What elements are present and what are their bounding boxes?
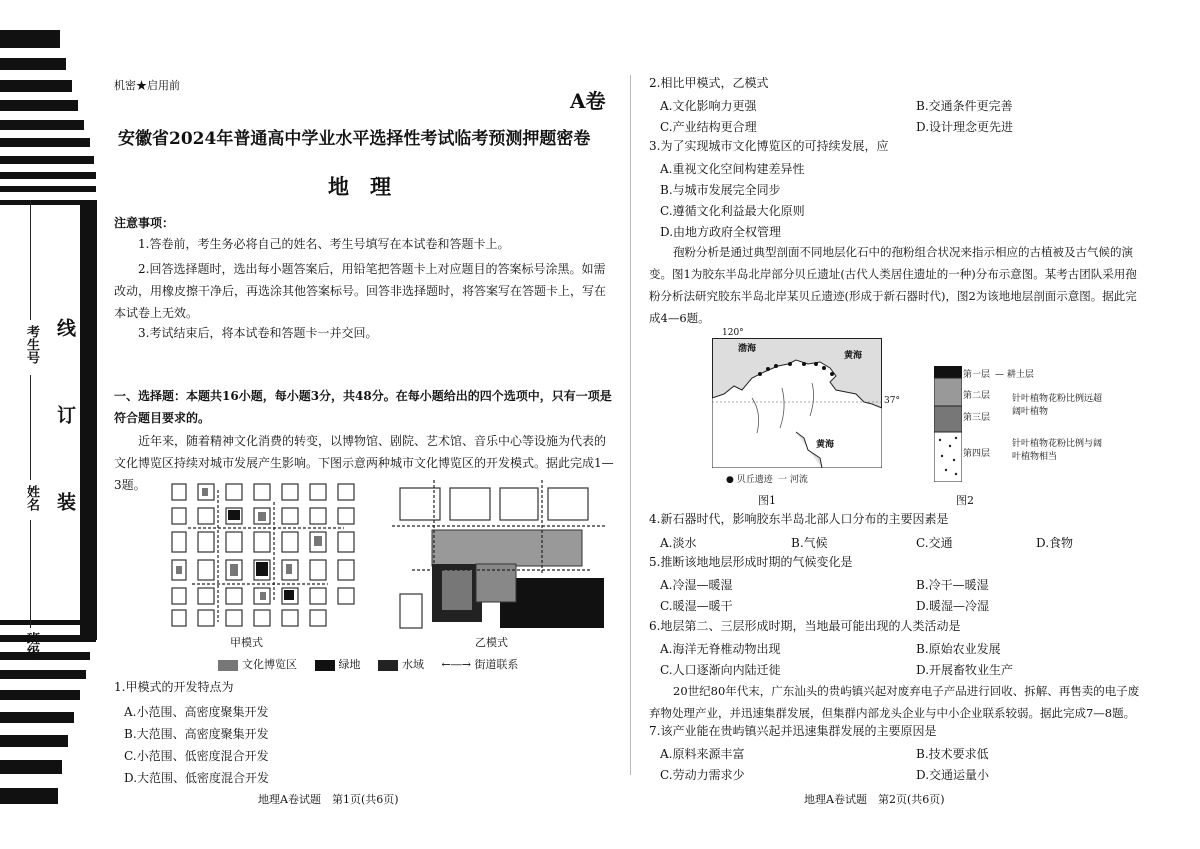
column-divider	[630, 75, 631, 775]
binding-stripe	[0, 652, 90, 660]
legend-green: 绿地	[338, 658, 361, 671]
note-1: 1.答卷前，考生务必将自己的姓名、考生号填写在本试卷和答题卡上。	[138, 237, 510, 251]
q7-option-b[interactable]: B.技术要求低	[916, 747, 989, 761]
name-line[interactable]	[30, 375, 31, 480]
pattern-b-figure	[392, 474, 614, 636]
stratum-2-label: 第二层	[963, 391, 991, 401]
binding-stripe	[0, 690, 80, 700]
legend-culture: 文化博览区	[242, 658, 297, 671]
class-label: 班级	[24, 632, 39, 658]
binding-strip	[0, 0, 97, 849]
stratum-1-note-text: 耕土层	[1006, 370, 1034, 380]
pattern-b-label: 乙模式	[475, 636, 508, 649]
map-sea-huanghai-south: 黄海	[816, 440, 835, 450]
q7-stem: 7.该产业能在贵屿镇兴起并迅速集群发展的主要原因是	[649, 724, 937, 738]
binding-stripe	[0, 172, 96, 179]
q2-option-c[interactable]: C.产业结构更合理	[660, 120, 757, 134]
class-line[interactable]	[30, 520, 31, 628]
pattern-a-figure	[168, 482, 388, 632]
paper-tag: A卷	[570, 89, 606, 113]
figure-2-caption: 图2	[956, 494, 974, 507]
student-id-label: 考生号	[24, 325, 39, 364]
q6-option-a[interactable]: A.海洋无脊椎动物出现	[660, 642, 781, 656]
binding-stripe	[0, 30, 60, 48]
q1-option-b[interactable]: B.大范围、高密度聚集开发	[124, 727, 269, 741]
map-sea-bohai: 渤海	[738, 344, 757, 354]
note-2: 2.回答选择题时，选出每小题答案后，用铅笔把答题卡上对应题目的答案标号涂黑。如需改动，用橡皮擦干净后，再选涂其他答案标号。回答非选择题时，将答案写在答题卡上，写在本试卷上无效。	[114, 262, 607, 320]
street-arrow-icon: ←―→	[441, 658, 471, 671]
q5-option-c[interactable]: C.暖湿—暖干	[660, 599, 733, 613]
stratum-4-label: 第四层	[963, 449, 991, 459]
legend-street: 街道联系	[474, 658, 519, 671]
q4-option-b[interactable]: B.气候	[791, 536, 828, 550]
legend-swatch-green	[315, 660, 335, 671]
legend-water: 水域	[402, 658, 424, 671]
q2-stem: 2.相比甲模式，乙模式	[649, 76, 769, 90]
binding-stripe	[0, 735, 68, 747]
q4-option-c[interactable]: C.交通	[916, 536, 953, 550]
q1-stem: 1.甲模式的开发特点为	[114, 680, 234, 694]
q5-stem: 5.推断该地地层形成时期的气候变化是	[649, 555, 853, 569]
q1-option-d[interactable]: D.大范围、低密度混合开发	[124, 771, 270, 785]
binding-bar	[80, 200, 97, 640]
cut-word-staple: 装	[54, 492, 76, 513]
q5-option-b[interactable]: B.冷干—暖湿	[916, 578, 989, 592]
binding-stripe	[0, 120, 84, 130]
stratum-1-note: — 耕土层	[995, 370, 1034, 380]
q3-stem: 3.为了实现城市文化博览区的可持续发展，应	[649, 139, 889, 153]
stratum-4-note: 针叶植物花粉比例与阔叶植物相当	[1012, 439, 1103, 462]
q7-option-a[interactable]: A.原料来源丰富	[660, 747, 745, 761]
binding-stripe	[0, 620, 96, 625]
figure-1-caption: 图1	[758, 494, 776, 507]
q3-option-a[interactable]: A.重视文化空间构建差异性	[660, 162, 805, 176]
map-longitude: 120°	[722, 328, 744, 338]
q7-option-c[interactable]: C.劳动力需求少	[660, 768, 745, 782]
legend-swatch-culture	[218, 660, 238, 671]
pattern-a-label: 甲模式	[230, 636, 263, 649]
q7-option-d[interactable]: D.交通运量小	[916, 768, 990, 782]
stratum-1-label: 第一层	[963, 370, 991, 380]
legend-swatch-water	[378, 660, 398, 671]
q1-option-a[interactable]: A.小范围、高密度聚集开发	[124, 705, 269, 719]
q4-option-a[interactable]: A.淡水	[660, 536, 697, 550]
confidential-mark: 机密★启用前	[114, 79, 180, 92]
binding-stripe	[0, 788, 58, 804]
q3-option-b[interactable]: B.与城市发展完全同步	[660, 183, 781, 197]
binding-stripe	[0, 80, 72, 92]
cut-word-line: 线	[54, 318, 76, 339]
cut-word-bind: 订	[54, 405, 76, 426]
subject-title: 地 理	[328, 174, 391, 199]
q2-option-d[interactable]: D.设计理念更先进	[916, 120, 1014, 134]
page-2-footer: 地理A卷试题 第2页(共6页)	[804, 793, 945, 806]
q2-option-a[interactable]: A.文化影响力更强	[660, 99, 757, 113]
page-1-footer: 地理A卷试题 第1页(共6页)	[258, 793, 399, 806]
student-id-line[interactable]	[30, 200, 31, 320]
q6-option-d[interactable]: D.开展畜牧业生产	[916, 663, 1014, 677]
strata-column	[934, 366, 962, 482]
name-label: 姓名	[24, 485, 39, 511]
binding-stripe	[0, 138, 90, 147]
q6-option-c[interactable]: C.人口逐渐向内陆迁徙	[660, 663, 781, 677]
map-latitude: 37°	[884, 396, 900, 406]
note-3: 3.考试结束后，将本试卷和答题卡一并交回。	[138, 326, 378, 340]
q1-option-c[interactable]: C.小范围、低密度混合开发	[124, 749, 269, 763]
q6-option-b[interactable]: B.原始农业发展	[916, 642, 1001, 656]
q4-option-d[interactable]: D.食物	[1036, 536, 1074, 550]
stratum-3-label: 第三层	[963, 413, 991, 423]
figure-legend	[218, 656, 518, 672]
q2-option-b[interactable]: B.交通条件更完善	[916, 99, 1013, 113]
map-legend-site: ● 贝丘遗迹	[726, 475, 773, 485]
exam-title: 安徽省2024年普通高中学业水平选择性考试临考预测押题密卷	[118, 129, 591, 149]
q5-option-a[interactable]: A.冷湿—暖湿	[660, 578, 733, 592]
intro-1-3: 近年来，随着精神文化消费的转变，以博物馆、剧院、艺术馆、音乐中心等设施为代表的文化博览区持续对城市发展产生影响。下图示意两种城市文化博览区的开发模式。据此完成1—3题。	[114, 434, 614, 492]
notes-heading: 注意事项：	[114, 216, 175, 230]
binding-stripe	[0, 156, 94, 164]
binding-stripe	[0, 635, 96, 642]
intro-7-8: 20世纪80年代末，广东汕头的贵屿镇兴起对废弃电子产品进行回收、拆解、再售卖的电子废弃物处理产业，并迅速集群发展，但集群内部龙头企业与中小企业联系较弱。据此完成7—8题。	[649, 684, 1140, 720]
section-heading: 一、选择题：本题共16小题，每小题3分，共48分。在每小题给出的四个选项中，只有一项是符合题目要求的。	[114, 389, 612, 425]
q4-stem: 4.新石器时代，影响胶东半岛北部人口分布的主要因素是	[649, 512, 949, 526]
q5-option-d[interactable]: D.暖湿—冷湿	[916, 599, 990, 613]
binding-stripe	[0, 712, 74, 723]
binding-stripe	[0, 100, 78, 111]
q3-option-c[interactable]: C.遵循文化利益最大化原则	[660, 204, 805, 218]
intro-4-6: 孢粉分析是通过典型剖面不同地层化石中的孢粉组合状况来指示相应的古植被及古气候的演变。图1为胶东半岛北岸部分贝丘遗址(古代人类居住遗址的一种)分布示意图。某考古团队采用孢粉分析法研究胶东半岛北岸某贝丘遗迹(形成于新石器时代)，图2为该地地层剖面示意图。据此完成4—6题。	[649, 245, 1137, 325]
q3-option-d[interactable]: D.由地方政府全权管理	[660, 225, 782, 239]
binding-stripe	[0, 760, 62, 774]
map-sea-huanghai-north: 黄海	[844, 351, 863, 361]
q6-stem: 6.地层第二、三层形成时期，当地最可能出现的人类活动是	[649, 619, 961, 633]
stratum-23-note: 针叶植物花粉比例远超阔叶植物	[1012, 394, 1103, 417]
binding-stripe	[0, 58, 66, 70]
binding-stripe	[0, 186, 96, 192]
map-legend-river: 一 河流	[778, 475, 808, 485]
binding-stripe	[0, 670, 86, 679]
